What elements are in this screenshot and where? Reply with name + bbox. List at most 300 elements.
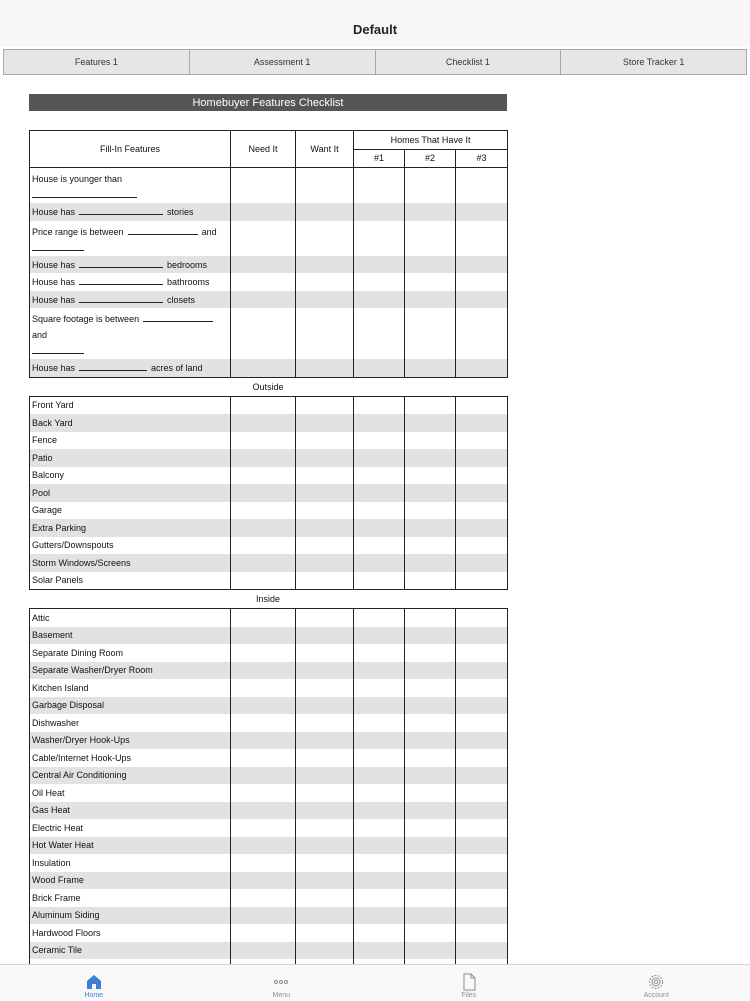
checkbox-cell[interactable] (231, 396, 296, 414)
checkbox-cell[interactable] (405, 679, 456, 697)
fill-blank[interactable] (32, 345, 84, 354)
checkbox-cell[interactable] (405, 767, 456, 785)
checkbox-cell[interactable] (296, 837, 354, 855)
checkbox-cell[interactable] (296, 907, 354, 925)
outside-feature-label: Patio (30, 449, 231, 467)
checkbox-cell[interactable] (296, 168, 354, 204)
table-row (30, 432, 508, 450)
checkbox-cell[interactable] (231, 837, 296, 855)
checkbox-cell[interactable] (231, 256, 296, 274)
fill-blank[interactable] (79, 206, 163, 215)
checkbox-cell[interactable] (231, 819, 296, 837)
checkbox-cell[interactable] (405, 662, 456, 680)
checkbox-cell[interactable] (231, 784, 296, 802)
checkbox-cell[interactable] (296, 467, 354, 485)
checkbox-cell[interactable] (456, 907, 508, 925)
checkbox-cell[interactable] (354, 554, 405, 572)
checkbox-cell[interactable] (296, 767, 354, 785)
checkbox-cell[interactable] (405, 837, 456, 855)
fillin-text: House has (32, 277, 75, 287)
fillin-feature-label[interactable] (30, 168, 231, 204)
checkbox-cell[interactable] (405, 819, 456, 837)
table-row (30, 168, 508, 204)
checkbox-cell[interactable] (405, 732, 456, 750)
checkbox-cell[interactable] (456, 802, 508, 820)
table-row (30, 872, 508, 890)
checkbox-cell[interactable] (354, 273, 405, 291)
inside-feature-label: Hot Water Heat (30, 837, 231, 855)
checkbox-cell[interactable] (231, 679, 296, 697)
checkbox-cell[interactable] (354, 784, 405, 802)
checkbox-cell[interactable] (405, 924, 456, 942)
checkbox-cell[interactable] (456, 942, 508, 960)
fill-blank[interactable] (79, 259, 163, 268)
checkbox-cell[interactable] (231, 924, 296, 942)
checkbox-cell[interactable] (456, 644, 508, 662)
checkbox-cell[interactable] (296, 554, 354, 572)
inside-feature-label: Hardwood Floors (30, 924, 231, 942)
checkbox-cell[interactable] (231, 627, 296, 645)
tabbar-files[interactable] (375, 965, 563, 1001)
checkbox-cell[interactable] (456, 554, 508, 572)
table-row (30, 572, 508, 590)
checkbox-cell[interactable] (231, 449, 296, 467)
table-row (30, 627, 508, 645)
checkbox-cell[interactable] (456, 502, 508, 520)
checkbox-cell[interactable] (231, 889, 296, 907)
checkbox-cell[interactable] (296, 784, 354, 802)
table-row (30, 907, 508, 925)
file-icon (460, 972, 478, 992)
fillin-feature-label[interactable] (30, 291, 231, 309)
fillin-text: closets (167, 295, 195, 305)
checkbox-cell[interactable] (231, 291, 296, 309)
checkbox-cell[interactable] (354, 484, 405, 502)
checkbox-cell[interactable] (405, 627, 456, 645)
table-row (30, 537, 508, 555)
checkbox-cell[interactable] (405, 396, 456, 414)
checkbox-cell[interactable] (296, 749, 354, 767)
checkbox-cell[interactable] (456, 359, 508, 377)
checkbox-cell[interactable] (354, 907, 405, 925)
checkbox-cell[interactable] (405, 414, 456, 432)
checkbox-cell[interactable] (354, 749, 405, 767)
table-row (30, 519, 508, 537)
table-row (30, 203, 508, 221)
checkbox-cell[interactable] (354, 168, 405, 204)
checkbox-cell[interactable] (354, 837, 405, 855)
tab-features-1[interactable]: Features 1 (4, 50, 190, 74)
tabbar-files-label: Files (461, 992, 476, 999)
checkbox-cell[interactable] (296, 291, 354, 309)
checkbox-cell[interactable] (354, 627, 405, 645)
outside-feature-label: Pool (30, 484, 231, 502)
checkbox-cell[interactable] (231, 502, 296, 520)
checkbox-cell[interactable] (354, 396, 405, 414)
checkbox-cell[interactable] (231, 203, 296, 221)
header-home-1: #1 (354, 149, 405, 168)
inside-feature-label: Wood Frame (30, 872, 231, 890)
checkbox-cell[interactable] (231, 537, 296, 555)
checkbox-cell[interactable] (456, 396, 508, 414)
table-row (30, 819, 508, 837)
checkbox-cell[interactable] (231, 572, 296, 590)
checkbox-cell[interactable] (354, 819, 405, 837)
header-need-it: Need It (231, 131, 296, 168)
fill-blank[interactable] (143, 313, 213, 322)
checkbox-cell[interactable] (354, 924, 405, 942)
checkbox-cell[interactable] (354, 767, 405, 785)
checkbox-cell[interactable] (405, 273, 456, 291)
checkbox-cell[interactable] (231, 749, 296, 767)
inside-feature-label: Dishwasher (30, 714, 231, 732)
inside-feature-label: Ceramic Tile (30, 942, 231, 960)
checkbox-cell[interactable] (405, 802, 456, 820)
checkbox-cell[interactable] (456, 732, 508, 750)
checkbox-cell[interactable] (456, 537, 508, 555)
fill-blank[interactable] (128, 226, 198, 235)
checkbox-cell[interactable] (296, 221, 354, 256)
checkbox-cell[interactable] (354, 854, 405, 872)
checkbox-cell[interactable] (296, 714, 354, 732)
checkbox-cell[interactable] (354, 537, 405, 555)
checkbox-cell[interactable] (231, 359, 296, 377)
inside-feature-label: Separate Washer/Dryer Room (30, 662, 231, 680)
checkbox-cell[interactable] (354, 872, 405, 890)
checkbox-cell[interactable] (405, 449, 456, 467)
checkbox-cell[interactable] (405, 502, 456, 520)
checkbox-cell[interactable] (456, 767, 508, 785)
checkbox-cell[interactable] (456, 749, 508, 767)
fillin-table (29, 130, 508, 378)
fill-blank[interactable] (32, 189, 137, 198)
outside-feature-label: Extra Parking (30, 519, 231, 537)
checkbox-cell[interactable] (354, 291, 405, 309)
table-row (30, 714, 508, 732)
checklist-sheet (29, 94, 507, 995)
checkbox-cell[interactable] (231, 554, 296, 572)
checkbox-cell[interactable] (296, 889, 354, 907)
section-inside: Inside (29, 590, 507, 608)
checkbox-cell[interactable] (354, 572, 405, 590)
checkbox-cell[interactable] (405, 467, 456, 485)
checkbox-cell[interactable] (456, 221, 508, 256)
checkbox-cell[interactable] (354, 359, 405, 377)
checkbox-cell[interactable] (231, 662, 296, 680)
checkbox-cell[interactable] (296, 256, 354, 274)
checkbox-cell[interactable] (296, 697, 354, 715)
checkbox-cell[interactable] (296, 662, 354, 680)
more-dots-icon (272, 972, 290, 992)
inside-feature-label: Oil Heat (30, 784, 231, 802)
checkbox-cell[interactable] (231, 767, 296, 785)
tab-assessment-1[interactable]: Assessment 1 (190, 50, 376, 74)
inside-feature-label: Attic (30, 609, 231, 627)
checkbox-cell[interactable] (296, 396, 354, 414)
checkbox-cell[interactable] (296, 819, 354, 837)
fillin-text: House has (32, 363, 75, 373)
checkbox-cell[interactable] (354, 662, 405, 680)
checkbox-cell[interactable] (405, 714, 456, 732)
checkbox-cell[interactable] (231, 854, 296, 872)
checkbox-cell[interactable] (456, 273, 508, 291)
fillin-text: bedrooms (167, 260, 207, 270)
outside-table (29, 396, 508, 591)
checkbox-cell[interactable] (296, 802, 354, 820)
checkbox-cell[interactable] (405, 749, 456, 767)
checkbox-cell[interactable] (296, 203, 354, 221)
checkbox-cell[interactable] (456, 414, 508, 432)
sheet-title: Homebuyer Features Checklist (29, 94, 507, 111)
table-row (30, 662, 508, 680)
checkbox-cell[interactable] (296, 872, 354, 890)
checkbox-cell[interactable] (354, 609, 405, 627)
bottom-tab-bar (0, 964, 750, 1001)
inside-table (29, 608, 508, 995)
inside-feature-label: Central Air Conditioning (30, 767, 231, 785)
fillin-text: House has (32, 260, 75, 270)
checkbox-cell[interactable] (456, 519, 508, 537)
outside-feature-label: Front Yard (30, 396, 231, 414)
fillin-text: stories (167, 207, 194, 217)
checkbox-cell[interactable] (405, 537, 456, 555)
checkbox-cell[interactable] (231, 942, 296, 960)
table-row (30, 767, 508, 785)
checkbox-cell[interactable] (354, 519, 405, 537)
checkbox-cell[interactable] (354, 449, 405, 467)
checkbox-cell[interactable] (231, 644, 296, 662)
checkbox-cell[interactable] (231, 273, 296, 291)
checkbox-cell[interactable] (354, 467, 405, 485)
inside-feature-label: Gas Heat (30, 802, 231, 820)
checkbox-cell[interactable] (456, 697, 508, 715)
checkbox-cell[interactable] (456, 819, 508, 837)
checkbox-cell[interactable] (296, 359, 354, 377)
inside-feature-label: Separate Dining Room (30, 644, 231, 662)
checkbox-cell[interactable] (456, 168, 508, 204)
checkbox-cell[interactable] (456, 837, 508, 855)
checkbox-cell[interactable] (405, 644, 456, 662)
table-row (30, 467, 508, 485)
table-row (30, 924, 508, 942)
checkbox-cell[interactable] (231, 432, 296, 450)
outside-feature-label: Back Yard (30, 414, 231, 432)
fillin-text: House has (32, 295, 75, 305)
table-row (30, 554, 508, 572)
checkbox-cell[interactable] (296, 537, 354, 555)
tabbar-home[interactable] (0, 965, 188, 1001)
checkbox-cell[interactable] (405, 572, 456, 590)
checkbox-cell[interactable] (354, 697, 405, 715)
checkbox-cell[interactable] (354, 432, 405, 450)
checkbox-cell[interactable] (405, 291, 456, 309)
header-fillin-features: Fill-In Features (30, 131, 231, 168)
checkbox-cell[interactable] (231, 609, 296, 627)
inside-feature-label: Insulation (30, 854, 231, 872)
checkbox-cell[interactable] (456, 714, 508, 732)
checkbox-cell[interactable] (405, 854, 456, 872)
outside-feature-label: Storm Windows/Screens (30, 554, 231, 572)
header-want-it: Want It (296, 131, 354, 168)
fillin-text: House is younger than (32, 174, 122, 184)
table-row (30, 308, 508, 359)
header-homes-that-have-it: Homes That Have It (354, 131, 508, 150)
checkbox-cell[interactable] (231, 484, 296, 502)
checkbox-cell[interactable] (231, 872, 296, 890)
checkbox-cell[interactable] (456, 889, 508, 907)
checkbox-cell[interactable] (456, 924, 508, 942)
fillin-feature-label[interactable] (30, 203, 231, 221)
checkbox-cell[interactable] (231, 802, 296, 820)
checkbox-cell[interactable] (296, 924, 354, 942)
checkbox-cell[interactable] (456, 484, 508, 502)
checkbox-cell[interactable] (296, 854, 354, 872)
table-row (30, 502, 508, 520)
checkbox-cell[interactable] (231, 308, 296, 359)
outside-feature-label: Solar Panels (30, 572, 231, 590)
table-row (30, 414, 508, 432)
checkbox-cell[interactable] (354, 679, 405, 697)
checkbox-cell[interactable] (296, 449, 354, 467)
checkbox-cell[interactable] (354, 203, 405, 221)
checkbox-cell[interactable] (405, 697, 456, 715)
checkbox-cell[interactable] (456, 308, 508, 359)
checkbox-cell[interactable] (405, 907, 456, 925)
checkbox-cell[interactable] (354, 502, 405, 520)
checkbox-cell[interactable] (296, 572, 354, 590)
checkbox-cell[interactable] (456, 203, 508, 221)
checkbox-cell[interactable] (296, 502, 354, 520)
checkbox-cell[interactable] (296, 609, 354, 627)
table-row (30, 942, 508, 960)
home-icon (85, 972, 103, 992)
checkbox-cell[interactable] (405, 203, 456, 221)
checkbox-cell[interactable] (405, 784, 456, 802)
fillin-feature-label[interactable] (30, 221, 231, 256)
checkbox-cell[interactable] (456, 291, 508, 309)
checkbox-cell[interactable] (456, 679, 508, 697)
checkbox-cell[interactable] (456, 854, 508, 872)
checkbox-cell[interactable] (231, 414, 296, 432)
checkbox-cell[interactable] (456, 572, 508, 590)
checkbox-cell[interactable] (231, 732, 296, 750)
checkbox-cell[interactable] (405, 942, 456, 960)
inside-feature-label: Kitchen Island (30, 679, 231, 697)
checkbox-cell[interactable] (231, 519, 296, 537)
checkbox-cell[interactable] (296, 644, 354, 662)
tab-store-tracker-1[interactable]: Store Tracker 1 (561, 50, 746, 74)
checkbox-cell[interactable] (405, 872, 456, 890)
tabbar-menu[interactable] (188, 965, 376, 1001)
checkbox-cell[interactable] (354, 714, 405, 732)
checkbox-cell[interactable] (354, 942, 405, 960)
checkbox-cell[interactable] (231, 714, 296, 732)
checkbox-cell[interactable] (354, 889, 405, 907)
checkbox-cell[interactable] (405, 889, 456, 907)
checkbox-cell[interactable] (456, 662, 508, 680)
fill-blank[interactable] (79, 294, 163, 303)
checkbox-cell[interactable] (296, 942, 354, 960)
outside-feature-label: Garage (30, 502, 231, 520)
table-row (30, 679, 508, 697)
checkbox-cell[interactable] (354, 308, 405, 359)
checkbox-cell[interactable] (296, 308, 354, 359)
checkbox-cell[interactable] (354, 802, 405, 820)
checkbox-cell[interactable] (405, 484, 456, 502)
fillin-text: Price range is between (32, 227, 124, 237)
checkbox-cell[interactable] (354, 221, 405, 256)
fillin-text: bathrooms (167, 277, 210, 287)
fillin-feature-label[interactable] (30, 359, 231, 377)
checkbox-cell[interactable] (456, 432, 508, 450)
checkbox-cell[interactable] (405, 554, 456, 572)
fillin-text: and (202, 227, 217, 237)
checkbox-cell[interactable] (354, 644, 405, 662)
checkbox-cell[interactable] (231, 697, 296, 715)
tabbar-account-label: Account (644, 992, 669, 999)
checkbox-cell[interactable] (354, 256, 405, 274)
checkbox-cell[interactable] (405, 221, 456, 256)
checkbox-cell[interactable] (456, 872, 508, 890)
checkbox-cell[interactable] (296, 414, 354, 432)
checkbox-cell[interactable] (405, 168, 456, 204)
tab-checklist-1[interactable]: Checklist 1 (376, 50, 562, 74)
checkbox-cell[interactable] (231, 907, 296, 925)
checkbox-cell[interactable] (405, 432, 456, 450)
table-row (30, 291, 508, 309)
checkbox-cell[interactable] (456, 449, 508, 467)
checkbox-cell[interactable] (296, 484, 354, 502)
checkbox-cell[interactable] (456, 784, 508, 802)
checkbox-cell[interactable] (354, 732, 405, 750)
checkbox-cell[interactable] (296, 627, 354, 645)
checkbox-cell[interactable] (405, 519, 456, 537)
checkbox-cell[interactable] (456, 467, 508, 485)
fill-blank[interactable] (79, 362, 147, 371)
checkbox-cell[interactable] (354, 414, 405, 432)
nav-bar (0, 0, 750, 47)
fillin-feature-label[interactable] (30, 256, 231, 274)
table-row (30, 837, 508, 855)
checkbox-cell[interactable] (405, 359, 456, 377)
checkbox-cell[interactable] (456, 627, 508, 645)
fill-blank[interactable] (79, 276, 163, 285)
table-row (30, 256, 508, 274)
table-row (30, 854, 508, 872)
fillin-feature-label[interactable] (30, 273, 231, 291)
checkbox-cell[interactable] (456, 256, 508, 274)
tabbar-account[interactable] (563, 965, 750, 1001)
checkbox-cell[interactable] (296, 732, 354, 750)
checkbox-cell[interactable] (231, 467, 296, 485)
table-row (30, 273, 508, 291)
checkbox-cell[interactable] (231, 168, 296, 204)
fillin-feature-label[interactable] (30, 308, 231, 359)
checkbox-cell[interactable] (456, 609, 508, 627)
checkbox-cell[interactable] (231, 221, 296, 256)
table-row (30, 221, 508, 256)
checkbox-cell[interactable] (296, 679, 354, 697)
checkbox-cell[interactable] (296, 519, 354, 537)
checkbox-cell[interactable] (405, 609, 456, 627)
checkbox-cell[interactable] (405, 308, 456, 359)
checkbox-cell[interactable] (296, 432, 354, 450)
fillin-text: Square footage is between (32, 314, 139, 324)
checkbox-cell[interactable] (405, 256, 456, 274)
checkbox-cell[interactable] (296, 273, 354, 291)
fill-blank[interactable] (32, 242, 84, 251)
tabbar-menu-label: Menu (272, 992, 290, 999)
